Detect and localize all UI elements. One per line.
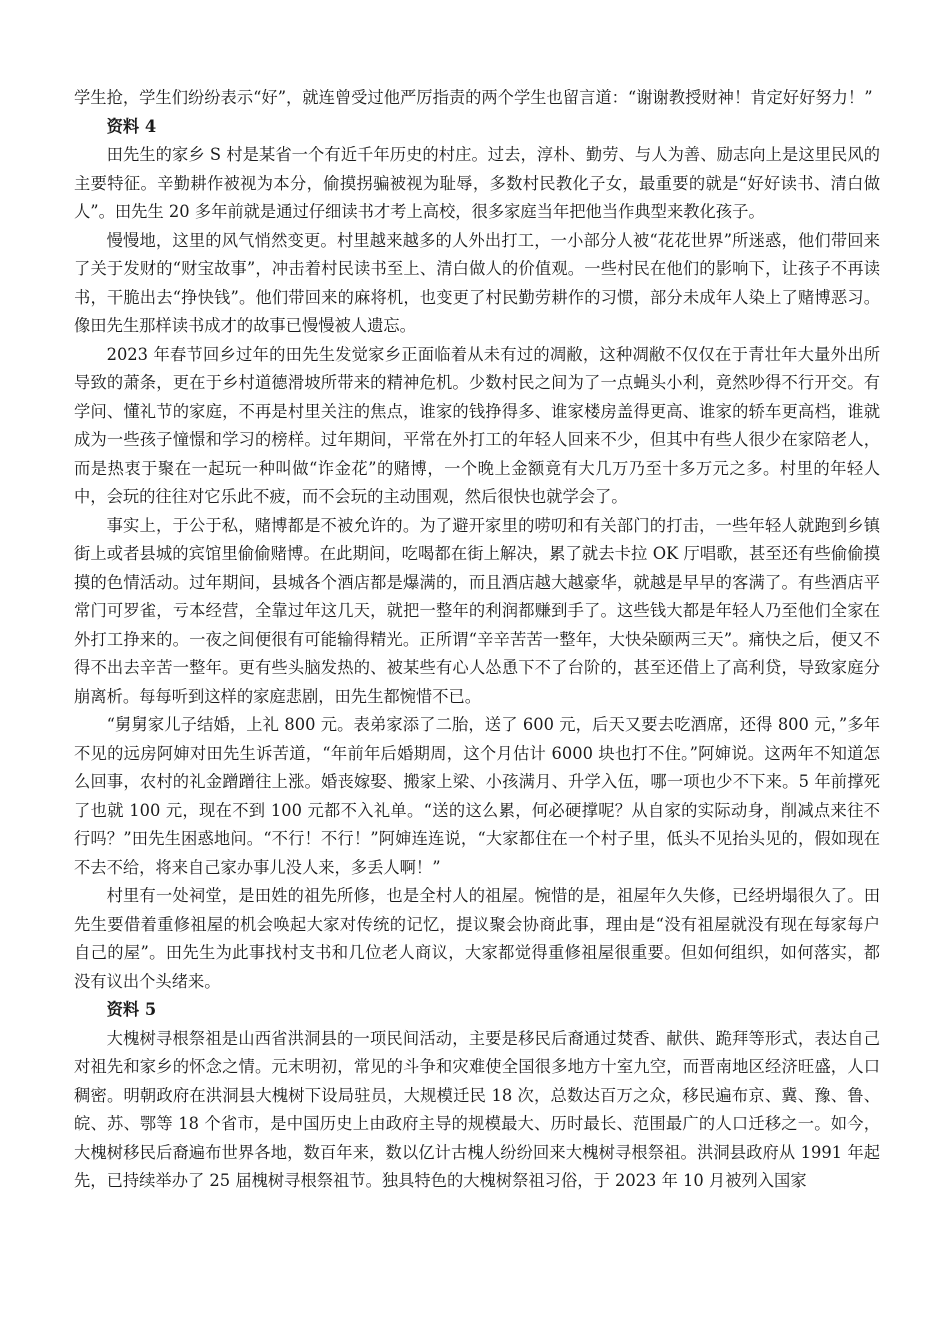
section-4-paragraph: 田先生的家乡 S 村是某省一个有近千年历史的村庄。过去，淳朴、勤劳、与人为善、励志向上是这里民风的主要特征。辛勤耕作被视为本分，偷摸拐骗被视为耻辱，多数村民教化子女，最重要的就是“好好读书、清白做人”。田先生 20 多年前就是通过仔细读书才考上高校，很多家庭当年把他当作典型来教化孩子。 [74,145,880,221]
continuation-paragraph: 学生抢，学生们纷纷表示“好”，就连曾受过他严厉指责的两个学生也留言道：“谢谢教授财神！肯定好好努力！” [74,88,873,107]
section-4-paragraph: “舅舅家儿子结婚，上礼 800 元。表弟家添了二胎，送了 600 元，后天又要去吃酒席，还得 800 元，”多年不见的远房阿婶对田先生诉苦道，“年前年后婚期周，这个月估计 6000 块也打不住。”阿婶说。这两年不知道怎么回事，农村的礼金蹭蹭往上涨。婚丧嫁娶、搬家上梁、小孩满月、升学入伍，哪一项也少不下来。5 年前撑死了也就 100 元，现在不到 100 元都不入礼单。“送的这么累，何必硬撑呢？从自家的实际动身，削减点来往不行吗？”田先生困惑地问。“不行！不行！”阿婶连连说，“大家都住在一个村子里，低头不见抬头见的，假如现在不去不给，将来自己家办事儿没人来，多丢人啊！” [74,715,880,877]
section-5-heading: 资料 5 [106,1000,157,1019]
section-4-paragraph: 村里有一处祠堂，是田姓的祖先所修，也是全村人的祖屋。惋惜的是，祖屋年久失修，已经坍塌很久了。田先生要借着重修祖屋的机会唤起大家对传统的记忆，提议聚会协商此事，理由是“没有祖屋就没有现在每家每户自己的屋”。田先生为此事找村支书和几位老人商议，大家都觉得重修祖屋很重要。但如何组织，如何落实，都没有议出个头绪来。 [74,886,880,991]
document-page [74,84,880,1196]
section-5-paragraph: 大槐树寻根祭祖是山西省洪洞县的一项民间活动，主要是移民后裔通过焚香、献供、跪拜等形式，表达自己对祖先和家乡的怀念之情。元末明初，常见的斗争和灾难使全国很多地方十室九空，而晋南地区经济旺盛，人口稠密。明朝政府在洪洞县大槐树下设局驻员，大规模迁民 18 次，总数达百万之众，移民遍布京、冀、豫、鲁、皖、苏、鄂等 18 个省市，是中国历史上由政府主导的规模最大、历时最长、范围最广的人口迁移之一。如今，大槐树移民后裔遍布世界各地，数百年来，数以亿计古槐人纷纷回来大槐树寻根祭祖。洪洞县政府从 1991 年起先，已持续举办了 25 届槐树寻根祭祖节。独具特色的大槐树祭祖习俗，于 2023 年 10 月被列入国家 [74,1028,880,1190]
section-4-paragraph: 事实上，于公于私，赌博都是不被允许的。为了避开家里的唠叨和有关部门的打击，一些年轻人就跑到乡镇街上或者县城的宾馆里偷偷赌博。在此期间，吃喝都在街上解决，累了就去卡拉 OK 厅唱歌，甚至还有些偷偷摸摸的色情活动。过年期间，县城各个酒店都是爆满的，而且酒店越大越豪华，就越是早早的客满了。有些酒店平常门可罗雀，亏本经营，全靠过年这几天，就把一整年的利润都赚到手了。这些钱大都是年轻人乃至他们全家在外打工挣来的。一夜之间便很有可能输得精光。正所谓“辛辛苦苦一整年，大快朵颐两三天”。痛快之后，便又不得不出去辛苦一整年。更有些头脑发热的、被某些有心人怂恿下不了台阶的，甚至还借上了高利贷，导致家庭分崩离析。每每听到这样的家庭悲剧，田先生都惋惜不已。 [74,515,880,706]
section-4-heading: 资料 4 [106,116,157,136]
section-4-paragraph: 2023 年春节回乡过年的田先生发觉家乡正面临着从未有过的凋敝，这种凋敝不仅仅在于青壮年大量外出所导致的萧条，更在于乡村道德滑坡所带来的精神危机。少数村民之间为了一点蝇头小利，竟然吵得不行开交。有学问、懂礼节的家庭，不再是村里关注的焦点，谁家的钱挣得多、谁家楼房盖得更高、谁家的轿车更高档，谁就成为一些孩子憧憬和学习的榜样。过年期间，平常在外打工的年轻人回来不少，但其中有些人很少在家陪老人，而是热衷于聚在一起玩一种叫做“诈金花”的赌博，一个晚上金额竟有大几万乃至十多万元之多。村里的年轻人中，会玩的往往对它乐此不疲，而不会玩的主动围观，然后很快也就学会了。 [74,344,880,506]
section-4-paragraph: 慢慢地，这里的风气悄然变更。村里越来越多的人外出打工，一小部分人被“花花世界”所迷惑，他们带回来了关于发财的“财宝故事”，冲击着村民读书至上、清白做人的价值观。一些村民在他们的影响下，让孩子不再读书，干脆出去“挣快钱”。他们带回来的麻将机，也变更了村民勤劳耕作的习惯，部分未成年人染上了赌博恶习。像田先生那样读书成才的故事已慢慢被人遗忘。 [74,230,880,335]
